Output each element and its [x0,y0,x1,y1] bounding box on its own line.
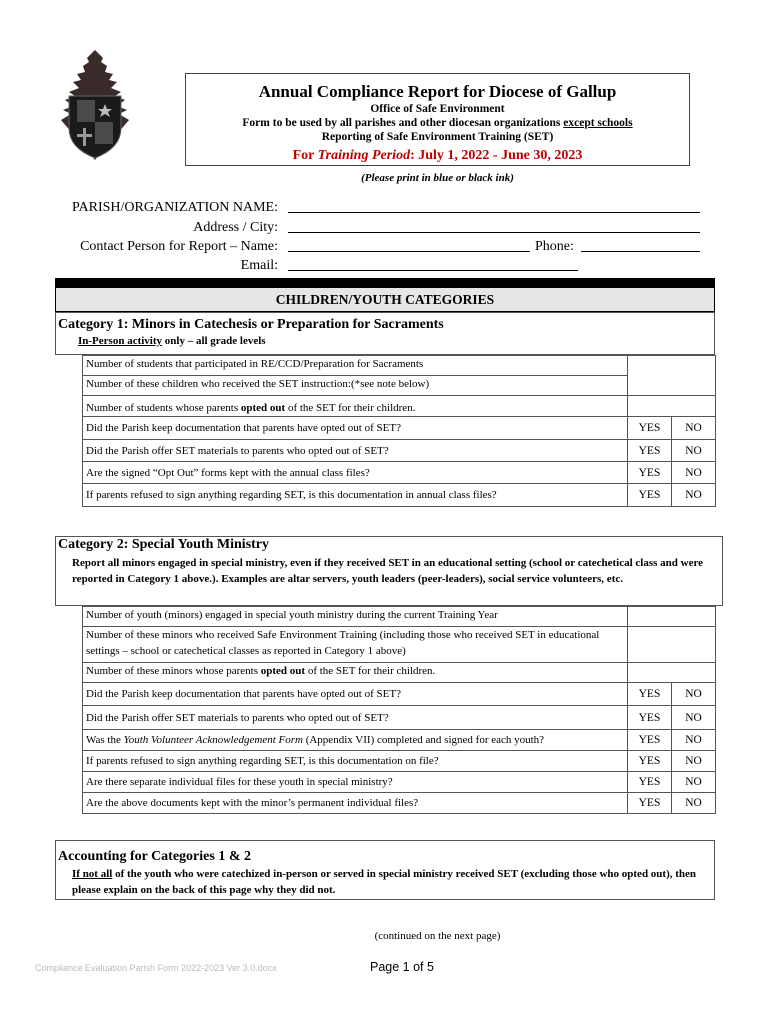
page-number: Page 1 of 5 [370,960,434,974]
contact-name-label: Contact Person for Report – Name: [80,239,278,254]
category1-q5-yes[interactable]: YES [628,440,672,462]
category1-q2: Number of these children who received the SET instruction:(*see note below) [83,376,628,396]
table-row [83,462,716,484]
category1-q5: Did the Parish offer SET materials to parents who opted out of SET? [83,440,628,462]
category1-q1: Number of students that participated in RE/CCD/Preparation for Sacraments [83,356,628,376]
table-row [83,663,716,683]
category1-q3-answer[interactable] [628,396,716,417]
category1-q7: If parents refused to sign anything regarding SET, is this documentation in annual class files? [83,484,628,507]
category2-q7-yes[interactable]: YES [628,751,672,772]
phone-label: Phone: [535,239,574,254]
category2-q8-yes[interactable]: YES [628,772,672,793]
category1-q7-yes[interactable]: YES [628,484,672,507]
category2-header [55,536,723,606]
category2-q5-yes[interactable]: YES [628,706,672,730]
category2-q9-no[interactable]: NO [672,793,716,814]
table-row [83,396,716,417]
category1-subtitle: In-Person activity only – all grade levels [78,335,266,347]
ink-note: (Please print in blue or black ink) [361,172,514,184]
category2-q6: Was the Youth Volunteer Acknowledgement Form (Appendix VII) completed and signed for each youth? [83,730,628,751]
category1-header [55,312,715,355]
category2-q1: Number of youth (minors) engaged in special youth ministry during the current Training Year [83,607,628,627]
category2-q3: Number of these minors whose parents opted out of the SET for their children. [83,663,628,683]
section-title: CHILDREN/YOUTH CATEGORIES [55,287,715,312]
table-row [83,706,716,730]
category1-q7-no[interactable]: NO [672,484,716,507]
report-title: Annual Compliance Report for Diocese of Gallup [258,82,617,101]
category2-q8-no[interactable]: NO [672,772,716,793]
reporting-line: Reporting of Safe Environment Training (SET) [321,131,554,143]
category1-q1-answer[interactable] [628,356,716,396]
category1-q3: Number of students whose parents opted out of the SET for their children. [83,396,628,417]
table-row [83,607,716,627]
table-row [83,356,716,376]
category2-q2-answer[interactable] [628,627,716,663]
table-row [83,683,716,706]
diocese-crest-logo [55,48,135,163]
contact-name-field[interactable] [288,237,530,252]
table-row [83,376,716,396]
category2-q9: Are the above documents kept with the minor’s permanent individual files? [83,793,628,814]
category2-q1-answer[interactable] [628,607,716,627]
address-field[interactable] [288,218,700,233]
category1-q4-no[interactable]: NO [672,417,716,440]
email-field[interactable] [288,256,578,271]
category2-q4-no[interactable]: NO [672,683,716,706]
category2-q8: Are there separate individual files for these youth in special ministry? [83,772,628,793]
category2-q5-no[interactable]: NO [672,706,716,730]
parish-name-field[interactable] [288,198,700,213]
category2-q6-yes[interactable]: YES [628,730,672,751]
accounting-text: If not all of the youth who were catechized in-person or served in special ministry received SET (excluding those who opted out), then please explain on the back of this page why they did not. [72,868,697,896]
category2-q3-answer[interactable] [628,663,716,683]
category2-q4: Did the Parish keep documentation that parents have opted out of SET? [83,683,628,706]
category2-q7-no[interactable]: NO [672,751,716,772]
parish-name-label: PARISH/ORGANIZATION NAME: [72,200,278,215]
office-name: Office of Safe Environment [370,103,505,115]
table-row [83,730,716,751]
category1-table [82,355,716,507]
table-row [83,484,716,507]
category2-q4-yes[interactable]: YES [628,683,672,706]
category1-q6-no[interactable]: NO [672,462,716,484]
category2-description: Report all minors engaged in special ministry, even if they received SET in an educational setting (school or catechetical class and were reported in Category 1 above.). Examples are altar servers, youth leaders (peer-leaders), social service volunteers, etc. [72,557,704,585]
footer-file-name: Compliance Evaluation Parish Form 2022-2023 Ver 3.0.docx [35,963,277,973]
training-period: For Training Period: July 1, 2022 - June 30, 2023 [292,148,583,163]
category1-title: Category 1: Minors in Catechesis or Preparation for Sacraments [58,317,444,332]
category2-q7: If parents refused to sign anything regarding SET, is this documentation on file? [83,751,628,772]
table-row [83,627,716,663]
category1-q6: Are the signed “Opt Out” forms kept with the annual class files? [83,462,628,484]
address-label: Address / City: [193,220,278,235]
email-label: Email: [240,258,278,273]
category2-q2: Number of these minors who received Safe Environment Training (including those who received SET in educational settings – school or catechetical classes as reported in Category 1 above) [83,627,628,663]
table-row [83,751,716,772]
category2-q9-yes[interactable]: YES [628,793,672,814]
table-row [83,772,716,793]
category1-q4-yes[interactable]: YES [628,417,672,440]
category2-q5: Did the Parish offer SET materials to parents who opted out of SET? [83,706,628,730]
category2-q6-no[interactable]: NO [672,730,716,751]
section-divider-bar [55,278,715,287]
continued-note: (continued on the next page) [374,930,501,942]
phone-field[interactable] [581,237,700,252]
category1-q6-yes[interactable]: YES [628,462,672,484]
category1-q4: Did the Parish keep documentation that parents have opted out of SET? [83,417,628,440]
table-row [83,417,716,440]
table-row [83,793,716,814]
table-row [83,440,716,462]
usage-note: Form to be used by all parishes and other diocesan organizations except schools [242,117,633,129]
report-header-box [185,73,690,166]
category1-q5-no[interactable]: NO [672,440,716,462]
category2-title: Category 2: Special Youth Ministry [58,537,270,552]
category2-table [82,606,716,814]
accounting-title: Accounting for Categories 1 & 2 [58,849,251,864]
accounting-box [55,840,715,900]
